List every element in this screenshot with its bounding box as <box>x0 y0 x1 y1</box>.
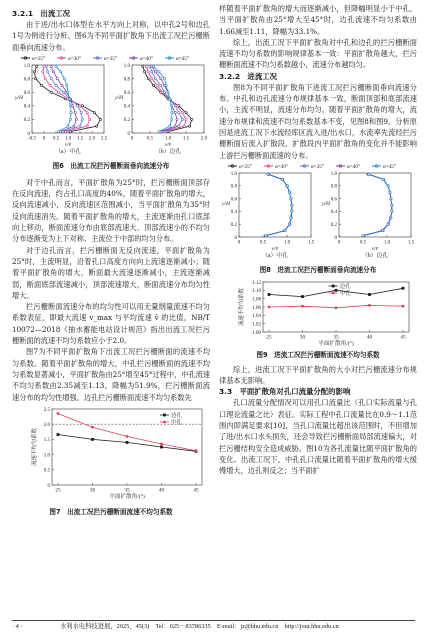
legend-label: 中孔 <box>171 419 182 426</box>
y-tick-label: 1.5 <box>43 438 50 444</box>
data-point <box>80 111 82 113</box>
legend-label: α=40° <box>347 163 360 170</box>
y-axis-label: y/H <box>14 94 24 101</box>
y-tick-label: 0 <box>234 235 237 241</box>
data-point <box>49 84 51 86</box>
data-point <box>74 111 76 113</box>
data-point <box>91 438 94 441</box>
subfigure-label: （b）边孔 <box>154 148 182 155</box>
y-tick-label: 1.06 <box>252 305 261 311</box>
x-tick-label: 1.0 <box>64 136 72 142</box>
data-point <box>145 65 147 67</box>
data-point <box>178 111 180 113</box>
x-tick-label: 1.0 <box>383 240 391 246</box>
page-number: · 4 · <box>12 623 23 630</box>
data-point <box>47 71 49 73</box>
y-tick-label: 1.0 <box>23 63 30 69</box>
paragraph: 对于中孔而言，平面扩散角为25°时，拦污栅断面顶部存在反向流速，约占孔口高度的40%，随着平面扩散角的增大，反向流速减小，反向流速区范围减小，当平面扩散角为35°时反向流速消失。随着平面扩散角的增大，主流逐渐由孔口底部向上移动，断面流速分布由底部流速大、顶部流速小的不均匀分布逐渐变为上下对称、主流位于中部的均匀分布。 <box>12 177 210 244</box>
plot-frame <box>239 173 311 237</box>
data-point <box>171 105 173 107</box>
legend-marker <box>332 291 335 294</box>
x-axis-label: v/v̄ <box>371 245 379 252</box>
x-tick-label: 2.5 <box>100 136 108 142</box>
y-tick-label: 1.00 <box>252 330 261 336</box>
data-point <box>382 178 384 180</box>
data-point <box>390 197 392 199</box>
figure-9-caption: 图9 进流工况拦污栅断面流速不均匀系数 <box>256 350 380 359</box>
data-point <box>91 426 94 429</box>
data-point <box>160 77 162 79</box>
section-heading-3-2-1: 3.2.1 出流工况 <box>12 9 70 18</box>
data-point <box>158 130 160 132</box>
x-axis-label: v/v̄ <box>164 141 172 148</box>
section-heading-3-2-2: 3.2.2 进流工况 <box>219 71 277 81</box>
paragraph: 综上，出流工况下平面扩散角对中孔和边孔的拦污栅断面流速不均匀系数的影响规律基本一致：平面扩散角越大，拦污栅断面流速不均匀系数越小，流速分布越均匀。 <box>219 37 417 70</box>
page-footer <box>12 620 415 633</box>
data-point <box>160 442 163 445</box>
y-tick-label: 1.08 <box>252 297 261 303</box>
x-tick-label: 0.5 <box>359 240 367 246</box>
legend-label: α=45° <box>176 55 189 62</box>
data-point <box>144 71 146 73</box>
data-point <box>163 77 165 79</box>
y-tick-label: 1.02 <box>252 322 261 328</box>
data-point <box>79 105 81 107</box>
data-point <box>171 111 173 113</box>
paragraph: 图7为不同平面扩散角下出流工况拦污栅断面的流速不均匀系数。随着平面扩散角的增大，中孔拦污栅断面的流速不均匀系数显著减小，平面扩散角由25°增至45°过程中，中孔流速不均匀系数由2.35减至1.13，降幅为51.9%，拦污栅断面流速分布的均匀性增强。边孔拦污栅断面流速不均匀系数先 <box>12 347 210 402</box>
x-tick-label: 0.5 <box>259 240 267 246</box>
x-axis-label: v/v̄ <box>64 141 72 148</box>
data-point <box>50 65 52 67</box>
y-tick-label: 0.8 <box>23 77 30 83</box>
data-point <box>174 111 176 113</box>
y-tick-label: 0.8 <box>123 77 130 83</box>
x-tick-label: 0.5 <box>52 136 60 142</box>
data-point <box>89 118 91 120</box>
x-tick-label: 45 <box>193 487 199 494</box>
data-point <box>174 105 176 107</box>
data-point <box>160 84 162 86</box>
x-tick-label: 2.0 <box>200 136 208 142</box>
figure-8-caption: 图8 进流工况拦污栅断面垂向流速分布 <box>259 265 377 274</box>
series-line <box>363 174 392 235</box>
paragraph: 样随着平面扩散角的增大而逐渐减小，但降幅明显小于中孔，当平面扩散角由25°增大至45°时，边孔流速不均匀系数由1.66减至1.11，降幅为33.1%。 <box>219 4 417 36</box>
legend-label: α=35° <box>104 55 117 62</box>
paragraph: 拦污栅断面流速分布的均匀性可以用无量纲量流速不均匀系数表征，即最大流速 v_max 与平均流速 v̄ 的比值，NB/T 10072—2018《抽水蓄能电站设计规范》指出出流工况拦污栅断面的流速不均匀系数应小于2.0。 <box>12 302 210 346</box>
data-point <box>160 445 163 448</box>
y-tick-label: 1.0 <box>43 453 50 459</box>
y-tick-label: 0.2 <box>123 118 130 124</box>
data-point <box>41 84 43 86</box>
x-tick-label: 1.5 <box>307 240 315 246</box>
data-point <box>57 433 60 436</box>
right-column <box>219 0 417 477</box>
data-point <box>33 71 35 73</box>
y-tick-label: 0.4 <box>123 104 130 110</box>
data-point <box>50 91 52 93</box>
x-tick-label: 40 <box>366 334 373 341</box>
data-point <box>181 118 183 120</box>
data-point <box>72 105 74 107</box>
data-point <box>147 71 149 73</box>
data-point <box>45 65 47 67</box>
y-tick-label: 1.10 <box>252 288 261 294</box>
y-tick-label: 0 <box>47 483 50 489</box>
legend-marker <box>163 420 166 423</box>
data-point <box>183 125 185 127</box>
series-line <box>150 66 182 131</box>
series-line <box>364 174 392 235</box>
data-point <box>267 173 269 175</box>
subfigure-label: （a）中孔 <box>262 252 288 259</box>
plot-frame <box>339 173 411 237</box>
paragraph: 综上，进流工况下平面扩散角的大小对拦污栅流速分布规律基本无影响。 <box>219 364 417 386</box>
data-point <box>181 111 183 113</box>
data-point <box>50 77 52 79</box>
y-tick-label: 2.0 <box>43 422 50 428</box>
data-point <box>387 185 389 187</box>
legend-label: 中孔 <box>339 290 351 297</box>
data-point <box>73 125 75 127</box>
data-point <box>68 98 70 100</box>
figure-6 <box>12 53 210 161</box>
data-point <box>142 65 144 67</box>
data-point <box>69 105 71 107</box>
paragraph: 由于进/出水口体型在水平方向上对称，以中孔2号和边孔1号为例进行分析。图6为不同平面扩散角下出流工况拦污栅断面垂向流速分布。 <box>12 20 210 52</box>
legend-label: α=35° <box>311 163 324 170</box>
data-point <box>44 77 46 79</box>
y-axis-label: 流速不均匀系数 <box>32 427 38 466</box>
data-point <box>291 210 293 212</box>
x-tick-label: 25 <box>266 334 272 341</box>
y-tick-label: 0.5 <box>43 468 50 474</box>
figure-7-caption: 图7 出流工况拦污栅断面流速不均匀系数 <box>49 507 173 516</box>
data-point <box>43 65 45 67</box>
y-tick-label: 0.2 <box>330 222 337 228</box>
y-tick-label: 1.0 <box>123 63 130 69</box>
data-point <box>290 217 292 219</box>
data-point <box>402 305 405 308</box>
data-point <box>165 84 167 86</box>
y-tick-label: 1.04 <box>252 313 261 319</box>
data-point <box>99 118 101 120</box>
data-point <box>176 118 178 120</box>
data-point <box>154 71 156 73</box>
data-point <box>96 125 98 127</box>
series-line <box>146 66 186 131</box>
legend-label: α=30° <box>275 163 288 170</box>
x-axis-label: 平面扩散角/(°) <box>318 340 354 347</box>
subfigure-label: （b）边孔 <box>361 252 389 259</box>
y-tick-label: 0.4 <box>23 104 30 110</box>
y-tick-label: 0.2 <box>23 118 30 124</box>
data-point <box>284 229 286 231</box>
data-point <box>86 111 88 113</box>
paragraph: 图8为不同平面扩散角下进流工况拦污栅断面垂向流速分布。中孔和边孔流速分布规律基本一致，断面顶部和底部流速小，主流不明显，流速分布均匀。随着平面扩散角的增大，流速分布规律和流速不均匀系数基本不变，见图8和图9。分析原因是进流工况下水流经库区流入进/出水口，水流率先流经拦污栅断面后流入扩散段，扩散段内平面扩散角的变化并不能影响上游拦污栅断面流速的分布。 <box>219 82 417 160</box>
x-tick-label: 40 <box>158 487 165 494</box>
x-tick-label: 1.0 <box>283 240 291 246</box>
legend-marker <box>163 413 166 416</box>
data-point <box>286 185 288 187</box>
legend-label: α=45° <box>383 163 396 170</box>
x-tick-label: 30 <box>299 334 306 341</box>
data-point <box>35 77 37 79</box>
data-point <box>335 289 338 292</box>
x-tick-label: 35 <box>124 487 130 494</box>
data-point <box>178 125 180 127</box>
y-axis-label: y/H <box>114 94 124 101</box>
series-line <box>152 66 177 131</box>
y-tick-label: 0.4 <box>330 210 337 216</box>
data-point <box>153 65 155 67</box>
y-tick-label: 0 <box>127 131 130 137</box>
data-point <box>268 305 271 308</box>
data-point <box>69 118 71 120</box>
y-tick-label: 0.6 <box>330 197 337 203</box>
data-point <box>151 77 153 79</box>
data-point <box>265 234 267 236</box>
data-point <box>167 91 169 93</box>
data-point <box>55 65 57 67</box>
data-point <box>93 111 95 113</box>
y-tick-label: 0.6 <box>230 197 237 203</box>
data-point <box>169 98 171 100</box>
legend-label: α=30° <box>68 55 81 62</box>
data-point <box>86 125 88 127</box>
figure-9 <box>219 278 417 350</box>
legend-label: 边孔 <box>171 412 182 419</box>
data-point <box>57 130 59 132</box>
data-point <box>70 111 72 113</box>
x-tick-label: 0 <box>42 136 46 142</box>
x-tick-label: 25 <box>55 487 61 494</box>
x-tick-label: 2.0 <box>88 136 96 142</box>
figure-8 <box>219 161 417 265</box>
data-point <box>163 91 165 93</box>
data-point <box>42 71 44 73</box>
legend-label: 边孔 <box>339 283 351 290</box>
data-point <box>288 191 290 193</box>
y-tick-label: 0 <box>27 131 30 137</box>
data-point <box>158 71 160 73</box>
x-axis-label: v/v̄ <box>271 245 279 252</box>
y-tick-label: 2.5 <box>43 407 50 413</box>
section-heading-3-3: 3.3 平面扩散角对孔口流量分配的影响 <box>219 387 351 397</box>
data-point <box>290 197 292 199</box>
data-point <box>301 305 304 308</box>
left-column <box>12 0 210 517</box>
data-point <box>156 84 158 86</box>
x-tick-label: 0 <box>130 136 134 142</box>
data-point <box>362 234 364 236</box>
data-point <box>55 84 57 86</box>
data-point <box>191 118 193 120</box>
y-tick-label: 0.6 <box>123 90 130 96</box>
series-line <box>363 174 392 235</box>
series-line <box>266 174 292 235</box>
y-axis-label: y/H <box>321 200 331 207</box>
data-point <box>291 204 293 206</box>
data-point <box>63 77 65 79</box>
y-tick-label: 1.0 <box>330 171 337 177</box>
y-tick-label: 0 <box>334 235 337 241</box>
data-point <box>281 178 283 180</box>
data-point <box>195 449 198 452</box>
subfigure-label: （a）中孔 <box>55 148 81 155</box>
journal-info: 水利水电科技进展，2025，45(3) Tel：025－83786335 E-mail：jz@hhu.edu.cn http://jour.hhu.edu.cn <box>60 623 339 630</box>
y-tick-label: 0.4 <box>230 210 237 216</box>
data-point <box>387 223 389 225</box>
figure-6-caption: 图6 出流工况拦污栅断面垂向流速分布 <box>52 161 170 170</box>
data-point <box>185 111 187 113</box>
paragraph: 孔口流量分配情况可以用孔口流量比（孔口实际流量与孔口理论流量之比）表征。实际工程中孔口流量比在0.9～1.1范围内即满足要求[10]，当孔口流量比超出该范围时，不但增加了进/出水口水头损失，还会导致拦污栅断面局部流速偏大，对拦污栅结构安全造成威胁。图10为各孔流量比随平面扩散角的变化。出流工况下，中孔孔口流量比随着平面扩散角的增大缓慢增大，边孔则反之；当平面扩 <box>219 398 417 476</box>
x-tick-label: 0.5 <box>146 136 154 142</box>
data-point <box>391 204 393 206</box>
x-axis-label: 平面扩散角/(°) <box>109 493 145 500</box>
data-point <box>36 65 38 67</box>
data-point <box>189 125 191 127</box>
x-tick-label: 1.5 <box>407 240 415 246</box>
data-point <box>56 77 58 79</box>
data-point <box>126 435 129 438</box>
data-point <box>79 125 81 127</box>
series-line <box>364 174 392 235</box>
y-tick-label: 1.12 <box>252 280 261 286</box>
y-tick-label: 0.2 <box>230 222 237 228</box>
data-point <box>335 306 338 309</box>
x-tick-label: 1.5 <box>76 136 84 142</box>
x-tick-label: 35 <box>333 334 339 341</box>
data-point <box>185 118 187 120</box>
y-tick-label: 0.8 <box>230 184 237 190</box>
data-point <box>169 125 171 127</box>
data-point <box>389 191 391 193</box>
data-point <box>81 118 83 120</box>
data-point <box>171 118 173 120</box>
data-point <box>402 287 405 290</box>
x-tick-label: 0 <box>337 240 341 246</box>
y-axis-label: y/H <box>221 200 231 207</box>
data-point <box>268 293 271 296</box>
data-point <box>126 441 129 444</box>
x-tick-label: 45 <box>400 334 406 341</box>
legend-label: α=40° <box>140 55 153 62</box>
y-tick-label: 0.6 <box>23 90 30 96</box>
data-point <box>154 77 156 79</box>
data-point <box>390 217 392 219</box>
legend-marker <box>332 284 335 287</box>
data-point <box>391 210 393 212</box>
data-point <box>67 125 69 127</box>
y-axis-label: 流速不均匀系数 <box>239 287 245 326</box>
data-point <box>60 71 62 73</box>
data-point <box>81 105 83 107</box>
data-point <box>147 77 149 79</box>
legend-label: α=25° <box>32 55 45 62</box>
data-point <box>75 118 77 120</box>
series-line <box>363 174 392 235</box>
data-point <box>61 84 63 86</box>
data-point <box>77 105 79 107</box>
data-point <box>67 91 69 93</box>
x-tick-label: -0.5 <box>28 136 36 142</box>
figure-7 <box>12 403 210 507</box>
x-tick-label: 1.5 <box>182 136 190 142</box>
data-point <box>57 412 60 415</box>
x-tick-label: 1.0 <box>164 136 172 142</box>
data-point <box>66 84 68 86</box>
data-point <box>301 295 304 298</box>
data-point <box>57 91 59 93</box>
data-point <box>368 293 371 296</box>
paragraph: 对于边孔而言，拦污栅断面无反向流速，平面扩散角为25°时，主流明显，沿着孔口高度方向向上流速逐渐减小；随着平面扩散角的增大，断面最大流速逐渐减小，主流逐渐减弱，断面底部流速减小，顶部流速增大，断面流速分布均匀性增大。 <box>12 245 210 300</box>
data-point <box>368 304 371 307</box>
data-point <box>174 125 176 127</box>
y-tick-label: 1.0 <box>230 171 237 177</box>
x-tick-label: 30 <box>89 487 96 494</box>
series-line <box>51 66 76 131</box>
data-point <box>382 229 384 231</box>
data-point <box>53 71 55 73</box>
data-point <box>288 223 290 225</box>
x-tick-label: 0 <box>237 240 241 246</box>
data-point <box>151 71 153 73</box>
y-tick-label: 0.8 <box>330 184 337 190</box>
data-point <box>153 84 155 86</box>
legend-label: α=25° <box>239 163 252 170</box>
data-point <box>62 91 64 93</box>
data-point <box>368 173 370 175</box>
